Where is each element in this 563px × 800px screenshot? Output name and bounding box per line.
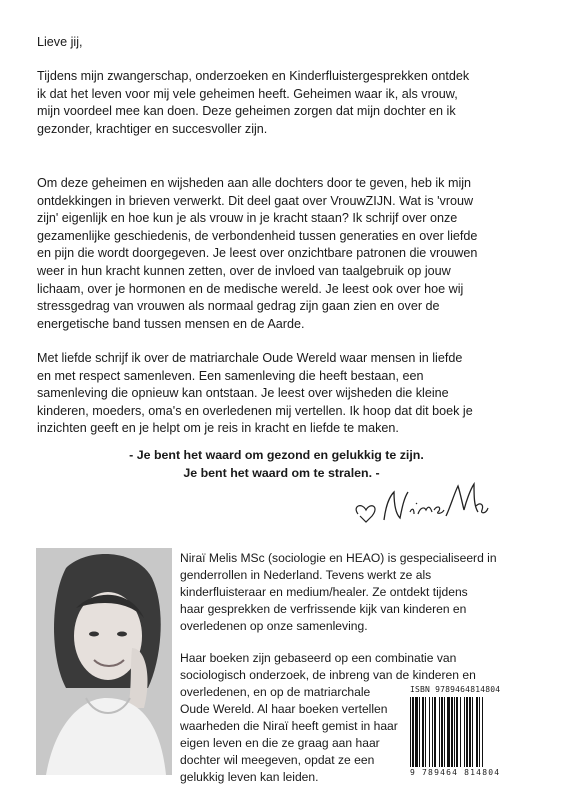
barcode-bar [451, 697, 453, 767]
letter-paragraph-3 [37, 350, 537, 438]
line: Haar boeken zijn gebaseerd op een combinatie van [180, 651, 457, 665]
line: overledenen op onze samenleving. [180, 619, 368, 633]
line: lichaam, over je hormonen en de medische wereld. Je leest ook over hoe wij [37, 281, 464, 296]
line: energetische band tussen mensen en de Aarde. [37, 316, 305, 331]
line: kinderen, moeders, oma's en overledenen mij vertellen. Ik hoop dat dit boek je [37, 403, 473, 418]
letter-paragraph-1 [37, 68, 537, 138]
line: gezonder, krachtiger en succesvoller zijn. [37, 121, 268, 136]
author-photo [36, 548, 172, 775]
barcode-bar [479, 697, 480, 767]
barcode-bar [419, 697, 420, 767]
line: overledenen, en op de matriarchale [180, 685, 371, 699]
line: sociologisch onderzoek, de inbreng van de kinderen en [180, 668, 476, 682]
barcode-bar [439, 697, 440, 767]
line: ik dat het leven voor mij vele geheimen heeft. Geheimen waar ik, als vrouw, [37, 86, 458, 101]
line: eigen leven en die ze graag aan haar [180, 736, 380, 750]
line: Niraï Melis MSc (sociologie en HEAO) is gespecialiseerd in [180, 551, 497, 565]
barcode-bar [422, 697, 424, 767]
line: Met liefde schrijf ik over de matriarchale Oude Wereld waar mensen in liefde [37, 351, 463, 365]
barcode-bar [434, 697, 436, 767]
line: en pijn die wordt doorgegeven. Je leest over onzichtbare patronen die vrouwen [37, 246, 478, 261]
line: samenleving die opnieuw kan ontstaan. Je leest over wijsheden die kleine [37, 386, 449, 401]
isbn-barcode [408, 683, 538, 780]
barcode-bar [425, 697, 426, 767]
barcode-bar [466, 697, 468, 767]
line: waarheden die Niraï heeft gemist in haar [180, 719, 398, 733]
barcode-bar [454, 697, 455, 767]
author-bio-paragraph-1 [180, 550, 540, 635]
line: Tijdens mijn zwangerschap, onderzoeken en Kinderfluistergesprekken ontdek [37, 69, 470, 83]
line: weer in hun kracht kunnen zetten, over de invloed van taalgebruik op jouw [37, 263, 451, 278]
barcode-bar [469, 697, 471, 767]
barcode-bar [482, 697, 483, 767]
barcode-bar [412, 697, 414, 767]
barcode-bar [410, 697, 411, 767]
line: kinderfluisteraar en medium/healer. Ze ontdekt tijdens [180, 585, 468, 599]
barcode-bar [456, 697, 458, 767]
barcode-bar [472, 697, 473, 767]
quote-line-1: - Je bent het waard om gezond en gelukkig te zijn. [129, 448, 424, 462]
barcode-bar [429, 697, 430, 767]
barcode-bar [415, 697, 418, 767]
barcode-bar [476, 697, 478, 767]
line: stressgedrag van vrouwen als normaal gedrag zijn gaan zien en over de [37, 299, 440, 314]
author-portrait-illustration [36, 548, 172, 775]
handwritten-signature [350, 474, 490, 534]
barcode-digits: 9 789464 814804 [410, 768, 501, 777]
barcode-bar [447, 697, 450, 767]
line: haar gesprekken de verfrissende kijk van kinderen en [180, 602, 467, 616]
barcode-bar [460, 697, 461, 767]
letter-salutation: Lieve jij, [37, 35, 83, 49]
barcode-bar [441, 697, 443, 767]
line: dochter wil meegeven, opdat ze een [180, 753, 375, 767]
line: ontdekkingen in brieven verwerkt. Dit deel gaat over VrouwZIJN. Wat is 'vrouw [37, 193, 474, 208]
line: inzichten geeft en je helpt om je reis in kracht en liefde te maken. [37, 421, 399, 436]
barcode-bar [464, 697, 465, 767]
line: genderrollen in Nederland. Tevens werkt ze als [180, 568, 432, 582]
barcode-bar [432, 697, 433, 767]
letter-paragraph-2 [37, 175, 537, 333]
barcode-bar [444, 697, 445, 767]
barcode-bars [410, 697, 536, 767]
line: zijn' eigenlijk en hoe kun je als vrouw in je kracht staan? Ik schrijf over onze [37, 211, 458, 226]
quote-line-2: Je bent het waard om te stralen. - [183, 466, 380, 480]
line: mijn voordeel mee kan doen. Deze geheimen zorgen dat mijn dochter en ik [37, 104, 456, 119]
isbn-label: ISBN 9789464814804 [410, 685, 501, 694]
line: Om deze geheimen en wijsheden aan alle dochters door te geven, heb ik mijn [37, 176, 472, 190]
line: en met respect samenleven. Een samenleving die heeft bestaan, een [37, 368, 424, 383]
line: gezamenlijke geschiedenis, de verbondenheid tussen generaties en over liefde [37, 228, 478, 243]
line: gelukkig leven kan leiden. [180, 770, 319, 784]
line: Oude Wereld. Al haar boeken vertellen [180, 702, 388, 716]
